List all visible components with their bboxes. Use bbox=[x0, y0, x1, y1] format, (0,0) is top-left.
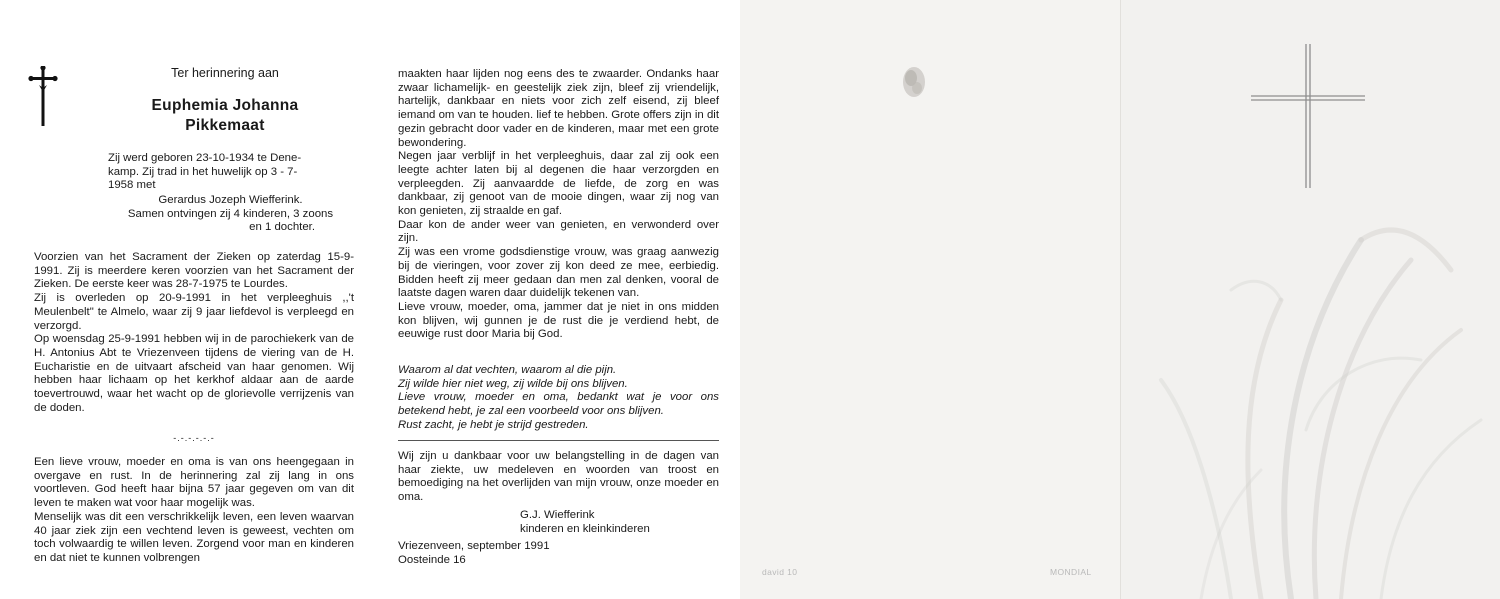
poem-line: Waarom al dat vechten, waarom al die pijn. bbox=[398, 364, 617, 376]
birth-line: kamp. Zij trad in het huwelijk op 3 - 7- bbox=[108, 165, 298, 178]
small-cross-icon bbox=[28, 66, 58, 128]
spouse-line: Samen ontvingen zij 4 kinderen, 3 zoons bbox=[127, 207, 334, 220]
poem-line: Lieve vrouw, moeder en oma, bedankt wat je voor ons betekend hebt, je zal een voorbeeld voor ons blijven. bbox=[398, 391, 719, 418]
signature-name: G.J. Wiefferink bbox=[520, 509, 595, 521]
card-page-left bbox=[0, 0, 370, 599]
dedication-text: Ter herinnering aan bbox=[171, 66, 279, 80]
signature-family: kinderen en kleinkinderen bbox=[520, 523, 650, 535]
poem-line: Zij wilde hier niet weg, zij wilde bij ons blijven. bbox=[398, 377, 628, 390]
card-cover bbox=[1120, 0, 1500, 599]
sacrament-passage bbox=[34, 251, 354, 415]
card-back-inner bbox=[740, 0, 1120, 599]
divider bbox=[398, 440, 719, 441]
name-line1: Euphemia Johanna bbox=[151, 97, 299, 114]
body-paragraph: Zij was een vrome godsdienstige vrouw, was graag aanwezig bij de vieringen, voor zover zij kon deed ze mee, eerbiedig. Bidden heeft zij meer gedaan dan men zal denken, vooral de laatste dagen waren daar duidelijk tekenen van. bbox=[398, 246, 719, 300]
separator: -.-.-.-.-.- bbox=[173, 433, 215, 443]
spouse-text bbox=[108, 194, 353, 235]
body-paragraph: Voorzien van het Sacrament der Zieken op zaterdag 15-9-1991. Zij is meerdere keren voorzien van het Sacrament der Zieken. De eerste keer was 28-7-1975 te Lourdes. bbox=[34, 251, 354, 291]
printer-mark-left: david 10 bbox=[762, 567, 798, 577]
place-date: Vriezenveen, september 1991 bbox=[398, 540, 550, 552]
body-paragraph: Een lieve vrouw, moeder en oma is van ons heengegaan in overgave en rust. In de herinnering zal zij lang in ons voortleven. God heeft haar bijna 57 jaar gegeven om van dit leven te maken wat voor haar mogelijk was. bbox=[34, 456, 354, 510]
address: Oosteinde 16 bbox=[398, 554, 466, 566]
body-paragraph: Daar kon de ander weer van genieten, en verwonderd over zijn. bbox=[398, 218, 719, 245]
body-paragraph: Negen jaar verblijf in het verpleeghuis, daar zal zij ook een leegte achter laten bij al degenen die haar verzorgden en verpleegden. Zij aanvaardde de liefde, de zorg en was dankbaar, zij genoot van de mooie dingen, waar zij nog van kon genieten, zij straalde en gaf. bbox=[398, 150, 719, 218]
memorial-passage bbox=[34, 456, 354, 566]
birth-line: 1958 met bbox=[108, 179, 156, 192]
birth-line: Zij werd geboren 23-10-1934 te Dene- bbox=[108, 152, 302, 164]
body-paragraph: Lieve vrouw, moeder, oma, jammer dat je niet in ons midden kon blijven, wij gunnen je de rust die je verdiend hebt, de eeuwige rust door Maria bij God. bbox=[398, 300, 719, 341]
name-line2: Pikkemaat bbox=[185, 117, 265, 134]
poem-line: Rust zacht, je hebt je strijd gestreden. bbox=[398, 418, 589, 431]
spouse-line: en 1 dochter. bbox=[249, 221, 315, 234]
printer-mark-right: MONDIAL bbox=[1050, 567, 1092, 577]
body-paragraph: Op woensdag 25-9-1991 hebben wij in de parochiekerk van de H. Antonius Abt te Vriezenveen tijdens de viering van de H. Eucharistie en de uitvaart afscheid van haar genomen. Wij hebben haar lichaam op het kerkhof aldaar aan de aarde toevertrouwd, waar het wacht op de glorievolle verrijzenis van de doden. bbox=[34, 333, 354, 414]
foil-cross-icon bbox=[1251, 44, 1365, 188]
body-paragraph: Menselijk was dit een verschrikkelijk leven, een leven waarvan 40 jaar ziek zijn een vechtend leven is geweest, vechten om toch volwaardig te willen leven. Zorgend voor man en kinderen en dat niet te kunnen volbrengen bbox=[34, 510, 354, 564]
body-paragraph: Zij is overleden op 20-9-1991 in het verpleeghuis ,,'t Meulenbelt" te Almelo, waar zij 9 jaar liefdevol is verpleegd en verzorgd. bbox=[34, 292, 354, 332]
thanks-text: Wij zijn u dankbaar voor uw belangstelling in de dagen van haar ziekte, uw medeleven en woorden van troost en bemoediging na het overlijden van mijn vrouw, onze moeder en oma. bbox=[398, 450, 719, 504]
card-page-right-text bbox=[370, 0, 740, 599]
continued-passage bbox=[398, 68, 719, 342]
body-paragraph: maakten haar lijden nog eens des te zwaarder. Ondanks haar zwaar lichamelijk- en geestelijk ziek zijn, bleef zij vriendelijk, hartelijk, dankbaar en niets voor zich zelf eisend, zij bleef iemand om van te houden. lief te hebben. Grote offers zijn in dit gezin gebracht door vader en de kinderen, maar met een grote bewondering. bbox=[398, 68, 719, 149]
spouse-line: Gerardus Jozeph Wiefferink. bbox=[158, 194, 303, 206]
poem bbox=[398, 364, 719, 433]
birth-marriage-text bbox=[108, 152, 353, 193]
stain-mark bbox=[896, 62, 932, 102]
